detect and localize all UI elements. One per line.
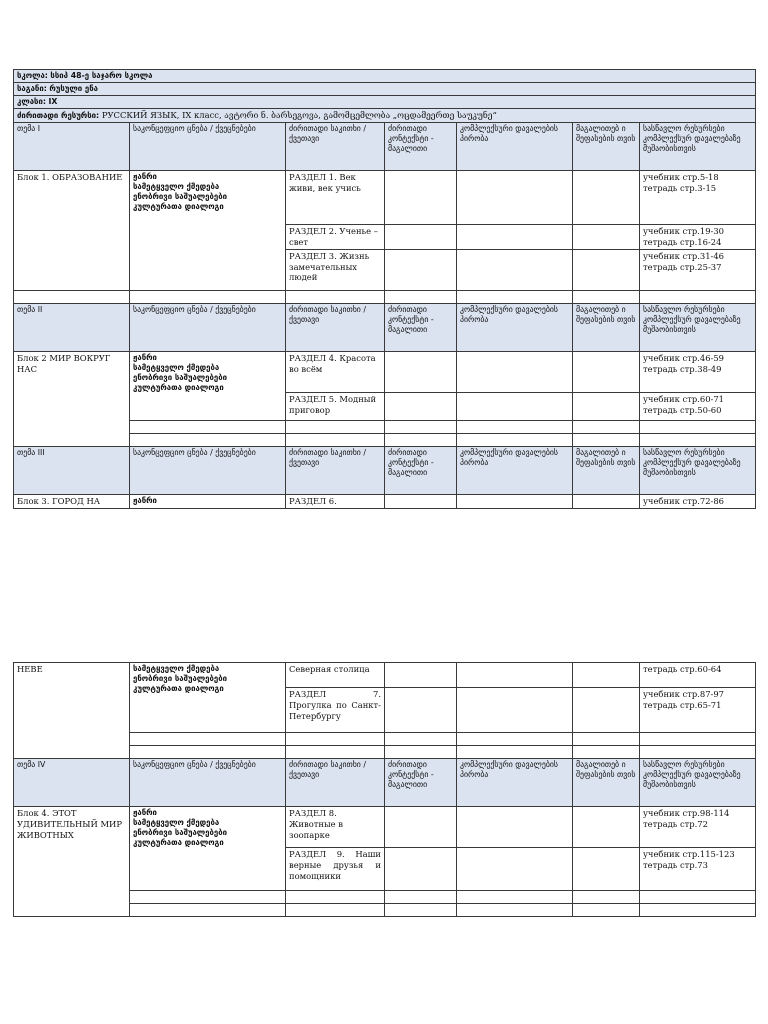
- empty-cell: [573, 663, 640, 688]
- section-title: РАЗДЕЛ 6.: [286, 494, 385, 508]
- section-title: РАЗДЕЛ 3. Жизнь замечательных людей: [286, 249, 385, 290]
- resource-cell: [640, 848, 756, 891]
- block-cell: Блок 4. ЭТОТ УДИВИТЕЛЬНЫЙ МИР ЖИВОТНЫХ: [14, 807, 130, 917]
- col-header-task: კომპლექსური დავალების პირობა: [457, 122, 573, 170]
- concept-item: სამეტყველო ქმედება: [133, 362, 220, 372]
- empty-cell: [457, 351, 573, 392]
- theme-2-header-row: [14, 303, 756, 351]
- col-header-resources: სასწავლო რესურსები კომპლექსურ დავალებაზე მუშაობისთვის: [640, 303, 756, 351]
- section-title: РАЗДЕЛ 8. Животные в зоопарке: [286, 807, 385, 848]
- workbook-pages: тетрадь стр.72: [643, 818, 708, 829]
- workbook-pages: тетрадь стр.60-64: [640, 663, 756, 688]
- col-header-resources: სასწავლო რესურსები კომპლექსურ დავალებაზე მუშაობისთვის: [640, 759, 756, 807]
- info-row-subject: [14, 82, 756, 95]
- table-row: [14, 494, 756, 508]
- empty-cell: [385, 494, 457, 508]
- section-title: РАЗДЕЛ 2. Ученье – свет: [286, 224, 385, 249]
- empty-cell: [385, 807, 457, 848]
- concept-item: სამეტყველო ქმედება: [133, 181, 220, 191]
- col-header-task: კომპლექსური დავალების პირობა: [457, 759, 573, 807]
- empty-cell: [573, 848, 640, 891]
- block-cell: Блок 3. ГОРОД НА: [14, 494, 130, 508]
- textbook-pages: учебник стр.19-30: [643, 225, 725, 236]
- table-row: [14, 351, 756, 392]
- col-header-concept: საკონცეფციო ცნება / ქვეცნებები: [130, 122, 286, 170]
- textbook-pages: учебник стр.5-18: [643, 171, 719, 182]
- empty-cell: [385, 170, 457, 224]
- textbook-pages: учебник стр.46-59: [643, 352, 725, 363]
- empty-cell: [457, 848, 573, 891]
- textbook-pages: учебник стр.87-97: [643, 689, 725, 699]
- empty-cell: [573, 224, 640, 249]
- empty-cell: [573, 392, 640, 420]
- concept-item: სამეტყველო ქმედება: [133, 664, 220, 673]
- info-row-school: [14, 70, 756, 83]
- resource-cell: [640, 249, 756, 290]
- resource-cell: [640, 224, 756, 249]
- concept-item: ენობრივი საშუალებები: [133, 673, 228, 683]
- col-header-topic: ძირითადი საკითხი / ქვეთავი: [286, 303, 385, 351]
- concept-item: ჟანრი: [133, 808, 157, 817]
- concept-item: კულტურათა დიალოგი: [133, 382, 224, 392]
- section-title: РАЗДЕЛ 1. Век живи, век учись: [286, 170, 385, 224]
- textbook-pages: учебник стр.98-114: [643, 808, 730, 818]
- col-header-task: კომპლექსური დავალების პირობა: [457, 303, 573, 351]
- workbook-pages: тетрадь стр.65-71: [643, 699, 722, 710]
- col-header-resources: სასწავლო რესურსები კომპლექსურ დავალებაზე მუშაობისთვის: [640, 446, 756, 494]
- col-header-context: ძირითადი კონტექსტი - მაგალითი: [385, 759, 457, 807]
- section-title: РАЗДЕЛ 5. Модный приговор: [286, 392, 385, 420]
- section-title: РАЗДЕЛ 9. Наши верные друзья и помощники: [286, 848, 385, 891]
- theme-4-header-row: [14, 759, 756, 807]
- theme-label: თემა II: [14, 303, 130, 351]
- workbook-pages: тетрадь стр.3-15: [643, 182, 717, 193]
- col-header-topic: ძირითადი საკითხი / ქვეთავი: [286, 446, 385, 494]
- resource-label: ძირითადი რესურსი:: [17, 110, 100, 120]
- concept-item: კულტურათა დიალოგი: [133, 837, 224, 847]
- concept-item: სამეტყველო ქმედება: [133, 817, 220, 827]
- concepts-cell: [130, 807, 286, 891]
- empty-cell: [457, 494, 573, 508]
- empty-cell: [457, 224, 573, 249]
- concept-item: ენობრივი საშუალებები: [133, 372, 228, 382]
- concepts-cell: [130, 170, 286, 290]
- info-row-resource: [14, 108, 756, 122]
- textbook-pages: учебник стр.31-46: [643, 250, 725, 261]
- textbook-pages: учебник стр.115-123: [643, 849, 735, 859]
- col-header-concept: საკონცეფციო ცნება / ქვეცნებები: [130, 303, 286, 351]
- block-cell: Блок 1. ОБРАЗОВАНИЕ: [14, 170, 130, 290]
- school-label: სკოლა:: [17, 71, 48, 80]
- theme-label: თემა IV: [14, 759, 130, 807]
- empty-cell: [457, 688, 573, 733]
- col-header-concept: საკონცეფციო ცნება / ქვეცნებები: [130, 446, 286, 494]
- concept-item: ენობრივი საშუალებები: [133, 191, 228, 201]
- concept-item: ჟანრი: [133, 352, 157, 362]
- col-header-topic: ძირითადი საკითხი / ქვეთავი: [286, 759, 385, 807]
- concept-item: კულტურათა დიალოგი: [133, 683, 224, 693]
- workbook-pages: тетрадь стр.25-37: [643, 261, 722, 272]
- col-header-examples: მაგალითებ ი შეფასების თვის: [573, 446, 640, 494]
- col-header-context: ძირითადი კონტექსტი - მაგალითი: [385, 446, 457, 494]
- empty-cell: [385, 663, 457, 688]
- resource-cell: [640, 807, 756, 848]
- empty-cell: [573, 688, 640, 733]
- resource-cell: [640, 351, 756, 392]
- empty-cell: [573, 170, 640, 224]
- grade-label: კლასი:: [17, 96, 46, 106]
- concept-item: ენობრივი საშუალებები: [133, 827, 228, 837]
- subject-value: რუსული ენა: [49, 83, 98, 93]
- section-title: РАЗДЕЛ 7. Прогулка по Санкт-Петербургу: [286, 688, 385, 733]
- section-title: Северная столица: [286, 663, 385, 688]
- school-value: სსიპ 48-ე საჯარო სკოლა: [50, 71, 153, 80]
- col-header-context: ძირითადი კონტექსტი - მაგალითი: [385, 303, 457, 351]
- resource-value: РУССКИЙ ЯЗЫК, IX класс, ავტორი ნ. ბარსეგოვა, გამომცემლობა „ოცდამეერთე საუკუნე“: [101, 109, 497, 120]
- empty-cell: [573, 494, 640, 508]
- section-title: РАЗДЕЛ 4. Красота во всём: [286, 351, 385, 392]
- workbook-pages: тетрадь стр.16-24: [643, 236, 722, 247]
- curriculum-table-page-2: [13, 662, 756, 917]
- subject-line: [14, 82, 756, 95]
- concepts-cell: [130, 351, 286, 420]
- theme-3-header-row: [14, 446, 756, 494]
- info-row-grade: [14, 95, 756, 108]
- theme-label: თემა I: [14, 122, 130, 170]
- table-row: [14, 807, 756, 848]
- col-header-examples: მაგალითებ ი შეფასების თვის: [573, 759, 640, 807]
- theme-label: თემა III: [14, 446, 130, 494]
- empty-cell: [573, 807, 640, 848]
- empty-cell: [457, 170, 573, 224]
- grade-value: IX: [48, 96, 58, 106]
- empty-cell: [457, 663, 573, 688]
- workbook-pages: тетрадь стр.50-60: [643, 404, 722, 415]
- workbook-pages: тетрадь стр.73: [643, 859, 708, 870]
- resource-line: [14, 108, 756, 122]
- empty-cell: [385, 351, 457, 392]
- concept-item: ჟანრი: [133, 171, 157, 181]
- col-header-examples: მაგალითებ ი შეფასების თვის: [573, 303, 640, 351]
- school-line: [14, 70, 756, 83]
- spacer-row: [14, 290, 756, 303]
- empty-cell: [385, 688, 457, 733]
- empty-cell: [457, 807, 573, 848]
- resource-cell: [640, 392, 756, 420]
- textbook-pages: учебник стр.72-86: [640, 494, 756, 508]
- empty-cell: [385, 848, 457, 891]
- textbook-pages: учебник стр.60-71: [643, 393, 725, 404]
- concepts-cell: [130, 663, 286, 733]
- empty-cell: [457, 249, 573, 290]
- col-header-topic: ძირითადი საკითხი / ქვეთავი: [286, 122, 385, 170]
- empty-cell: [385, 249, 457, 290]
- concept-item: კულტურათა დიალოგი: [133, 201, 224, 211]
- block-cell: НЕВЕ: [14, 663, 130, 759]
- col-header-concept: საკონცეფციო ცნება / ქვეცნებები: [130, 759, 286, 807]
- resource-cell: [640, 170, 756, 224]
- empty-cell: [385, 392, 457, 420]
- col-header-resources: სასწავლო რესურსები კომპლექსურ დავალებაზე მუშაობისთვის: [640, 122, 756, 170]
- table-row: [14, 170, 756, 224]
- grade-line: [14, 95, 756, 108]
- resource-cell: [640, 688, 756, 733]
- concept-item: ჟანრი: [130, 494, 286, 508]
- empty-cell: [385, 224, 457, 249]
- block-cell: Блок 2 МИР ВОКРУГ НАС: [14, 351, 130, 446]
- empty-cell: [573, 351, 640, 392]
- workbook-pages: тетрадь стр.38-49: [643, 363, 722, 374]
- col-header-context: ძირითადი კონტექსტი - მაგალითი: [385, 122, 457, 170]
- table-row: [14, 663, 756, 688]
- empty-cell: [457, 392, 573, 420]
- empty-cell: [573, 249, 640, 290]
- subject-label: საგანი:: [17, 83, 47, 93]
- col-header-examples: მაგალითებ ი შეფასების თვის: [573, 122, 640, 170]
- curriculum-table-page-1: [13, 69, 756, 509]
- theme-1-header-row: [14, 122, 756, 170]
- col-header-task: კომპლექსური დავალების პირობა: [457, 446, 573, 494]
